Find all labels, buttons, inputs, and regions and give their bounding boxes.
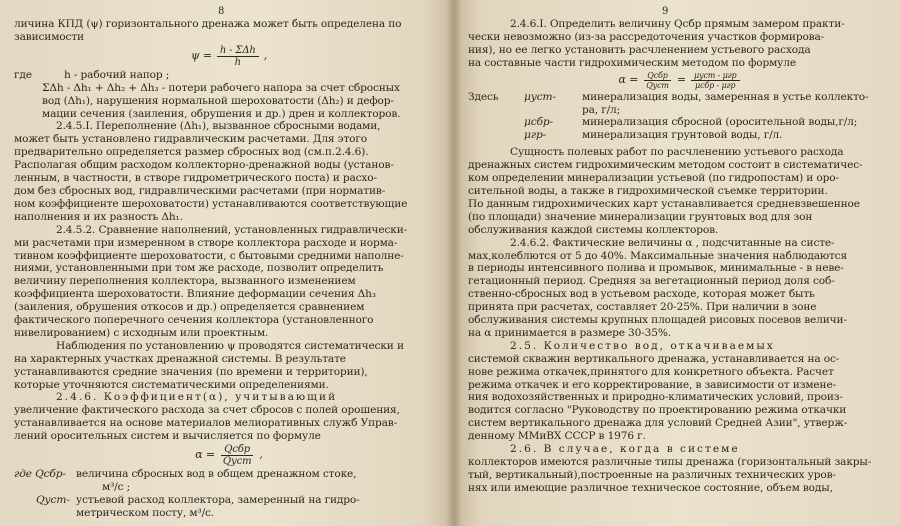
right-page [454, 0, 900, 526]
text-line: ленным, в частности, в створе гидрометрического поста) и расхо- [14, 172, 377, 185]
text-line: принята при расчетах, составляет 20-25%. При наличии в зоне [468, 301, 817, 314]
text-line: ком определении минерализации устьевой (по гидропостам) и оро- [468, 172, 839, 185]
text-line: в периоды интенсивного полива и промывок, минимальные - в неве- [468, 262, 844, 275]
definition-text: минерализация сбросной (оросительной воды,г/л; [582, 116, 858, 129]
formula-lhs: ψ = [190, 48, 212, 62]
text-line: Наблюдения по установлению ψ проводятся систематически и [56, 339, 404, 352]
text-line: обслуживания системы крупных площадей рисовых посевов величи- [468, 314, 847, 327]
fraction-numerator: Qсбр [221, 444, 253, 456]
formula-tail: , [263, 48, 268, 62]
text-line: на α принимается в размере 30-35%. [468, 326, 671, 339]
text-line: водится согласно "Руководству по проектированию режима откачки [468, 404, 847, 417]
definition-symbol: μгр- [524, 129, 546, 142]
definition-row [468, 129, 890, 142]
section-heading: 2.6. В случае, когда в системе [510, 443, 740, 456]
text-line: По данным гидрохимических карт устанавливается средневзвешенное [468, 197, 860, 210]
formula-efficiency [14, 45, 444, 68]
text-line: ния водохозяйственных и природно-климатических условий, произ- [468, 391, 843, 404]
definition-symbol: μсбр- [524, 116, 553, 129]
page-number-right: 9 [662, 6, 669, 17]
intro-line: личина КПД (ψ) горизонтального дренажа может быть определена по [14, 18, 402, 30]
definition-text: h - рабочий напор ; [64, 68, 170, 81]
fraction-numerator: μуст - μгр [691, 71, 740, 81]
section-heading: 2.5. Количество вод, откачиваемых [510, 339, 775, 352]
text-line: мации сечения (заиления, обрушения и др.) дрен и коллекторов. [42, 107, 401, 120]
definition-text: устьевой расход коллектора, замеренный на гидро- [76, 493, 360, 506]
text-line: систем вертикального дренажа для условий Средней Азии", утверж- [468, 417, 848, 430]
loss-definition [14, 82, 444, 121]
fraction-denominator: h [234, 56, 241, 68]
text-line: дом без сбросных вод, гидравлическими расчетами (при норматив- [14, 184, 386, 197]
fraction [217, 45, 259, 68]
definition-symbol: μуст- [524, 90, 556, 103]
text-line: на составные части гидрохимическим методом по формуле [468, 56, 796, 69]
text-line: нях или имеющие различное техническое состояние, объем воды, [468, 481, 833, 494]
where-word: Здесь [468, 90, 499, 103]
text-line: дренажных систем гидрохимическим методом состоит в систематичес- [468, 159, 863, 172]
formula-equals: = [676, 72, 686, 86]
definition-row [468, 116, 890, 129]
text-line: 2.4.5.I. Переполнение (Δh₁), вызванное сбросными водами, [56, 120, 381, 133]
text-line: ми расчетами при измеренном в створе коллектора расходе и норма- [14, 236, 398, 249]
text-line: которые уточняются систематическими определениями. [14, 378, 329, 391]
text-line: устанавливается на основе материалов мелиоративных служб Управ- [14, 417, 398, 430]
text-line: гетационный период. Средняя за вегетационный период доля соб- [468, 275, 835, 288]
text-line: величину переполнения коллектора, вызванного изменением [14, 275, 356, 288]
definition-text: минерализация грунтовой воды, г/л. [582, 129, 783, 142]
where-word: где [14, 68, 32, 81]
paragraph-2-4-6 [14, 391, 444, 443]
text-line: коэффициента шероховатости. Влияние деформации сечения Δh₃ [14, 288, 376, 301]
text-line: тый, вертикальный),построенные на различных технических уров- [468, 468, 836, 481]
paragraph-2-4-6-1 [468, 18, 890, 70]
text-line: вод (Δh₁), нарушения нормальной шероховатости (Δh₂) и дефор- [42, 94, 394, 107]
fraction [643, 71, 672, 90]
text-line: режима откачек и его корректирование, в зависимости от измене- [468, 378, 836, 391]
paragraph-2-4-6-2 [468, 237, 890, 340]
definition-row [468, 91, 890, 104]
fraction [691, 71, 740, 90]
formula-alpha [14, 444, 444, 467]
text-line: может быть установлено гидравлическим расчетами. Для этого [14, 133, 368, 146]
text-line: мах,колеблются от 5 до 40%. Максимальные значения наблюдаются [468, 249, 847, 262]
definition-text: величина сбросных вод в общем дренажном стоке, [76, 468, 357, 481]
text-line: денному ММиВХ СССР в 1976 г. [468, 430, 646, 443]
text-line: обслуживания каждой системы коллекторов. [468, 223, 719, 236]
definition-symbol: Qуст- [36, 493, 70, 506]
text-line: ния), но ее легко установить расчленением устьевого расхода [468, 43, 811, 56]
text-line: лений оросительных систем и вычисляется по формуле [14, 430, 321, 443]
text-line: (заиления, обрушения откосов и др.) определяется сравнением [14, 301, 365, 314]
fraction-denominator: μсбр - μгр [695, 80, 736, 90]
text-line: 2.4.6.2. Фактические величины α , подсчитанные на систе- [510, 236, 835, 249]
paragraph-2-5 [468, 340, 890, 443]
fraction-numerator: h - ΣΔh [217, 45, 259, 57]
text-line: 2.4.5.2. Сравнение наполнений, установленных гидравлически- [56, 223, 408, 236]
text-line: ниями, установленными при том же расходе, позволит определить [14, 262, 384, 275]
text-line: ственно-сбросных вод в устьевом расходе, которая может быть [468, 288, 815, 301]
text-line: сительной воды, а также в гидрохимической съемке территории. [468, 184, 828, 197]
section-heading: 2.4.6. Коэффициент(α), учитывающий [56, 391, 338, 404]
fraction [220, 444, 254, 467]
paragraph-2-4-5-2 [14, 224, 444, 340]
formula-alpha-hydrochemical [468, 71, 890, 90]
paragraph-observations [14, 340, 444, 392]
book-gutter [446, 0, 462, 526]
text-line: устанавливаются средние значения (по времени и территории), [14, 365, 368, 378]
definition-text: минерализация воды, замеренная в устье коллекто- [582, 90, 869, 103]
paragraph-essence [468, 146, 890, 236]
text-line: 2.4.6.I. Определить величину Qсбр прямым замером практи- [510, 18, 845, 30]
page-number-left: 8 [218, 6, 225, 17]
formula-lhs: α = [195, 448, 215, 462]
text-line: ΣΔh - Δh₁ + Δh₂ + Δh₃ - потери рабочего напора за счет сбросных [42, 81, 400, 94]
paragraph-2-4-5-1 [14, 120, 444, 223]
text-line: тивном коэффициенте шероховатости, с бытовыми средними наполне- [14, 249, 404, 262]
formula-tail: , [259, 448, 263, 462]
intro-line: зависимости [14, 30, 84, 43]
text-line: коллекторов имеются различные типы дренажа (горизонтальный закры- [468, 456, 872, 468]
text-line: ра, г/л; [582, 103, 621, 116]
text-line: м³/с ; [102, 481, 131, 493]
text-line: на характерных участках дренажной системы. В результате [14, 352, 346, 365]
text-line: нове режима откачек,принятого для конкретного объекта. Расчет [468, 365, 834, 378]
definition-row [14, 494, 444, 507]
definition-row [14, 69, 444, 82]
text-line: ном коэффициенте шероховатости) устанавливаются соответствующие [14, 197, 408, 210]
definition-row [14, 468, 444, 481]
text-line: увеличение фактического расхода за счет сбросов с полей орошения, [14, 404, 400, 417]
text-line: фактического поперечного сечения коллектора (установленного [14, 314, 374, 327]
text-line: системой скважин вертикального дренажа, устанавливается на ос- [468, 352, 840, 365]
fraction-denominator: Qуст [222, 456, 252, 468]
fraction-denominator: Qуст [646, 80, 669, 90]
text-line: предварительно определяется размер сбросных вод (см.п.2.4.6). [14, 146, 369, 159]
formula-lhs: α = [618, 72, 639, 86]
definition-symbol: где Qсбр- [14, 468, 66, 481]
text-line: наполнения и их разность Δh₁. [14, 210, 183, 223]
paragraph-2-6 [468, 443, 890, 495]
text-line: чески невозможно (из-за рассредоточения участков формирова- [468, 30, 825, 43]
text-line: метрическом посту, м³/с. [76, 506, 214, 519]
text-line: нивелированием) с исходным или проектным. [14, 326, 269, 339]
text-line: Сущность полевых работ по расчленению устьевого расхода [510, 146, 844, 159]
fraction-numerator: Qсбр [644, 71, 670, 81]
text-line: (по площади) значение минерализации грунтовых вод для зон [468, 210, 813, 223]
text-line: Располагая общим расходом коллекторно-дренажной воды (установ- [14, 159, 394, 172]
